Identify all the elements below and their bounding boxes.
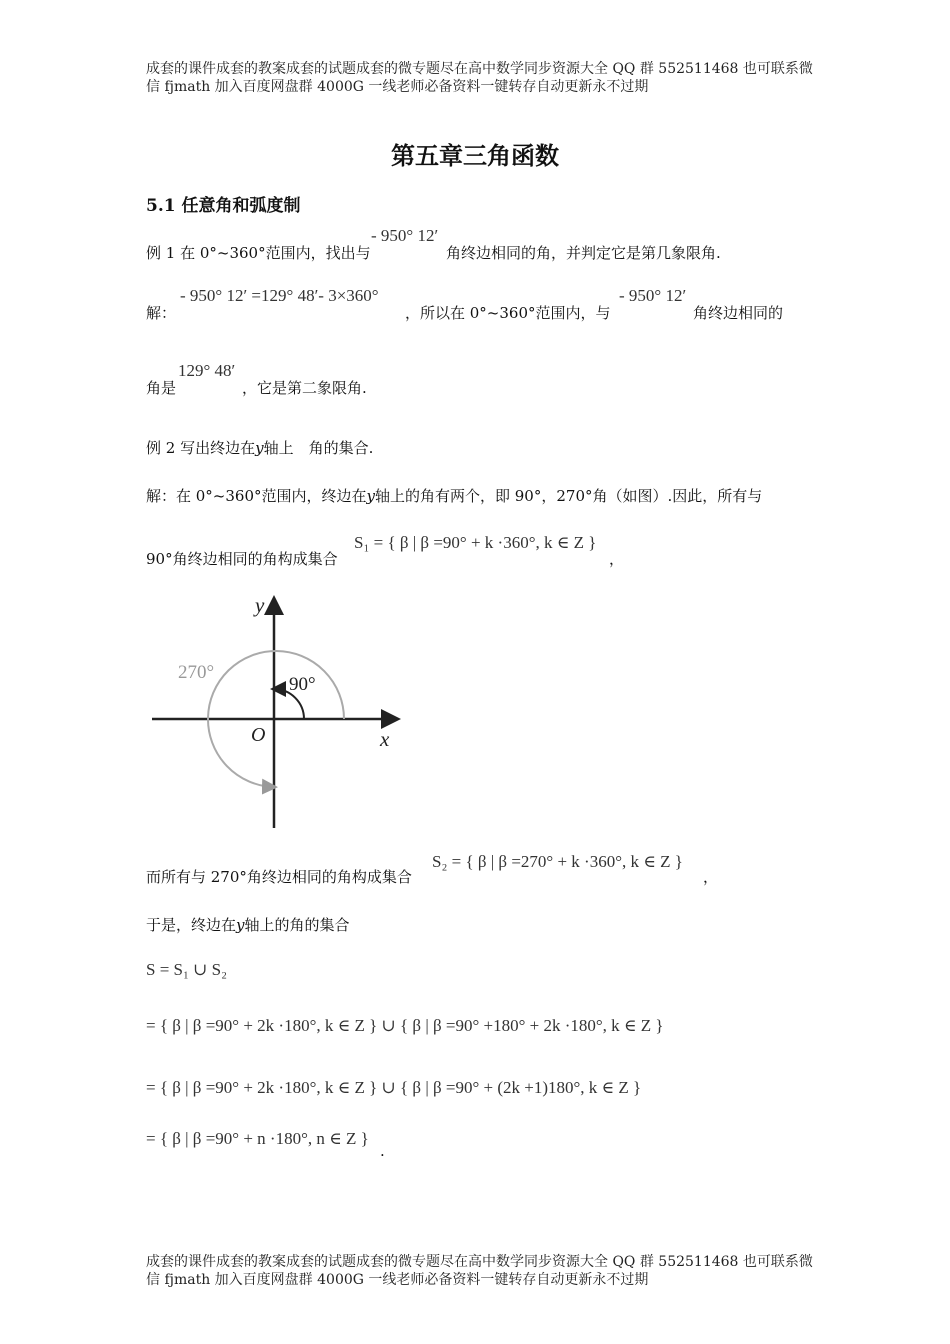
chapter-title: 第五章三角函数 xyxy=(391,141,559,170)
x-axis-label: x xyxy=(380,727,390,751)
ex2-solution-b: 轴上的角有两个，即 90°，270°角（如图）.因此，所有与 xyxy=(375,487,763,505)
ex1-solution-label: 解： xyxy=(146,304,177,322)
ex1-text-e: 角是 xyxy=(146,379,177,397)
set-s2-formula: S₂ = { β | β =270° + k ·360°, k ∈ Z } xyxy=(432,852,683,871)
var-y: y xyxy=(366,487,375,505)
ex1-text-g: ，它是第二象限角. xyxy=(242,379,367,397)
ex1-formula-3: - 950° 12′ xyxy=(619,286,687,305)
set-s1-formula: S₁ = { β | β =90° + k ·360°, k ∈ Z } xyxy=(354,533,597,552)
y-axis-label: y xyxy=(255,593,265,617)
ex2-line-5-a: 于是，终边在 xyxy=(146,916,237,934)
ex2-line-3-text: 90°角终边相同的角构成集合 xyxy=(146,550,338,568)
ex2-text-a: 例 2 写出终边在 xyxy=(146,439,256,457)
period: . xyxy=(380,1142,385,1160)
ex2-text-b: 轴上 角的集合. xyxy=(263,439,374,457)
header-line-2: 信 fjmath 加入百度网盘群 4000G 一线老师必备资料一键转存自动更新永不过期 xyxy=(146,79,649,95)
ex1-text-b: 角终边相同的角，并判定它是第几象限角. xyxy=(446,244,721,262)
angle-90-label: 90° xyxy=(289,674,316,695)
ex2-line-5-b: 轴上的角的集合 xyxy=(244,916,350,934)
footer-line-2: 信 fjmath 加入百度网盘群 4000G 一线老师必备资料一键转存自动更新永不过期 xyxy=(146,1272,649,1288)
origin-label: O xyxy=(251,724,266,746)
equation-2: = { β | β =90° + 2k ·180°, k ∈ Z } ∪ { β | β =90° +180° + 2k ·180°, k ∈ Z } xyxy=(146,1016,664,1035)
ex2-line-5 xyxy=(146,914,350,935)
section-heading: 5.1 任意角和弧度制 xyxy=(146,196,301,216)
ex2-solution-a: 解：在 0°~360°范围内，终边在 xyxy=(146,487,367,505)
comma-1: ， xyxy=(609,550,625,568)
equation-4: = { β | β =90° + n ·180°, n ∈ Z } xyxy=(146,1129,369,1148)
header-line-1: 成套的课件成套的教案成套的试题成套的微专题尽在高中数学同步资源大全 QQ 群 552511468 也可联系微 xyxy=(146,61,813,77)
ex2-question xyxy=(146,437,373,458)
ex2-solution-line-1 xyxy=(146,485,762,506)
axes-diagram xyxy=(148,588,410,833)
ex1-formula-2: - 950° 12′ =129° 48′- 3×360° xyxy=(180,286,379,305)
var-y: y xyxy=(255,439,264,457)
equation-3: = { β | β =90° + 2k ·180°, k ∈ Z } ∪ { β | β =90° + (2k +1)180°, k ∈ Z } xyxy=(146,1078,642,1097)
comma-2: ， xyxy=(703,868,719,886)
equation-1: S = S₁ ∪ S₂ xyxy=(146,960,228,979)
angle-270-label: 270° xyxy=(178,662,215,683)
ex1-text-d: 角终边相同的 xyxy=(693,304,784,322)
ex2-line-4-text: 而所有与 270°角终边相同的角构成集合 xyxy=(146,868,412,886)
var-y: y xyxy=(236,916,245,934)
ex1-text-a: 例 1 在 0°~360°范围内，找出与 xyxy=(146,244,371,262)
footer-line-1: 成套的课件成套的教案成套的试题成套的微专题尽在高中数学同步资源大全 QQ 群 552511468 也可联系微 xyxy=(146,1254,813,1270)
ex1-text-c: ，所以在 0°~360°范围内，与 xyxy=(405,304,611,322)
ex1-formula-1: - 950° 12′ xyxy=(371,226,439,245)
ex1-formula-4: 129° 48′ xyxy=(178,361,236,380)
